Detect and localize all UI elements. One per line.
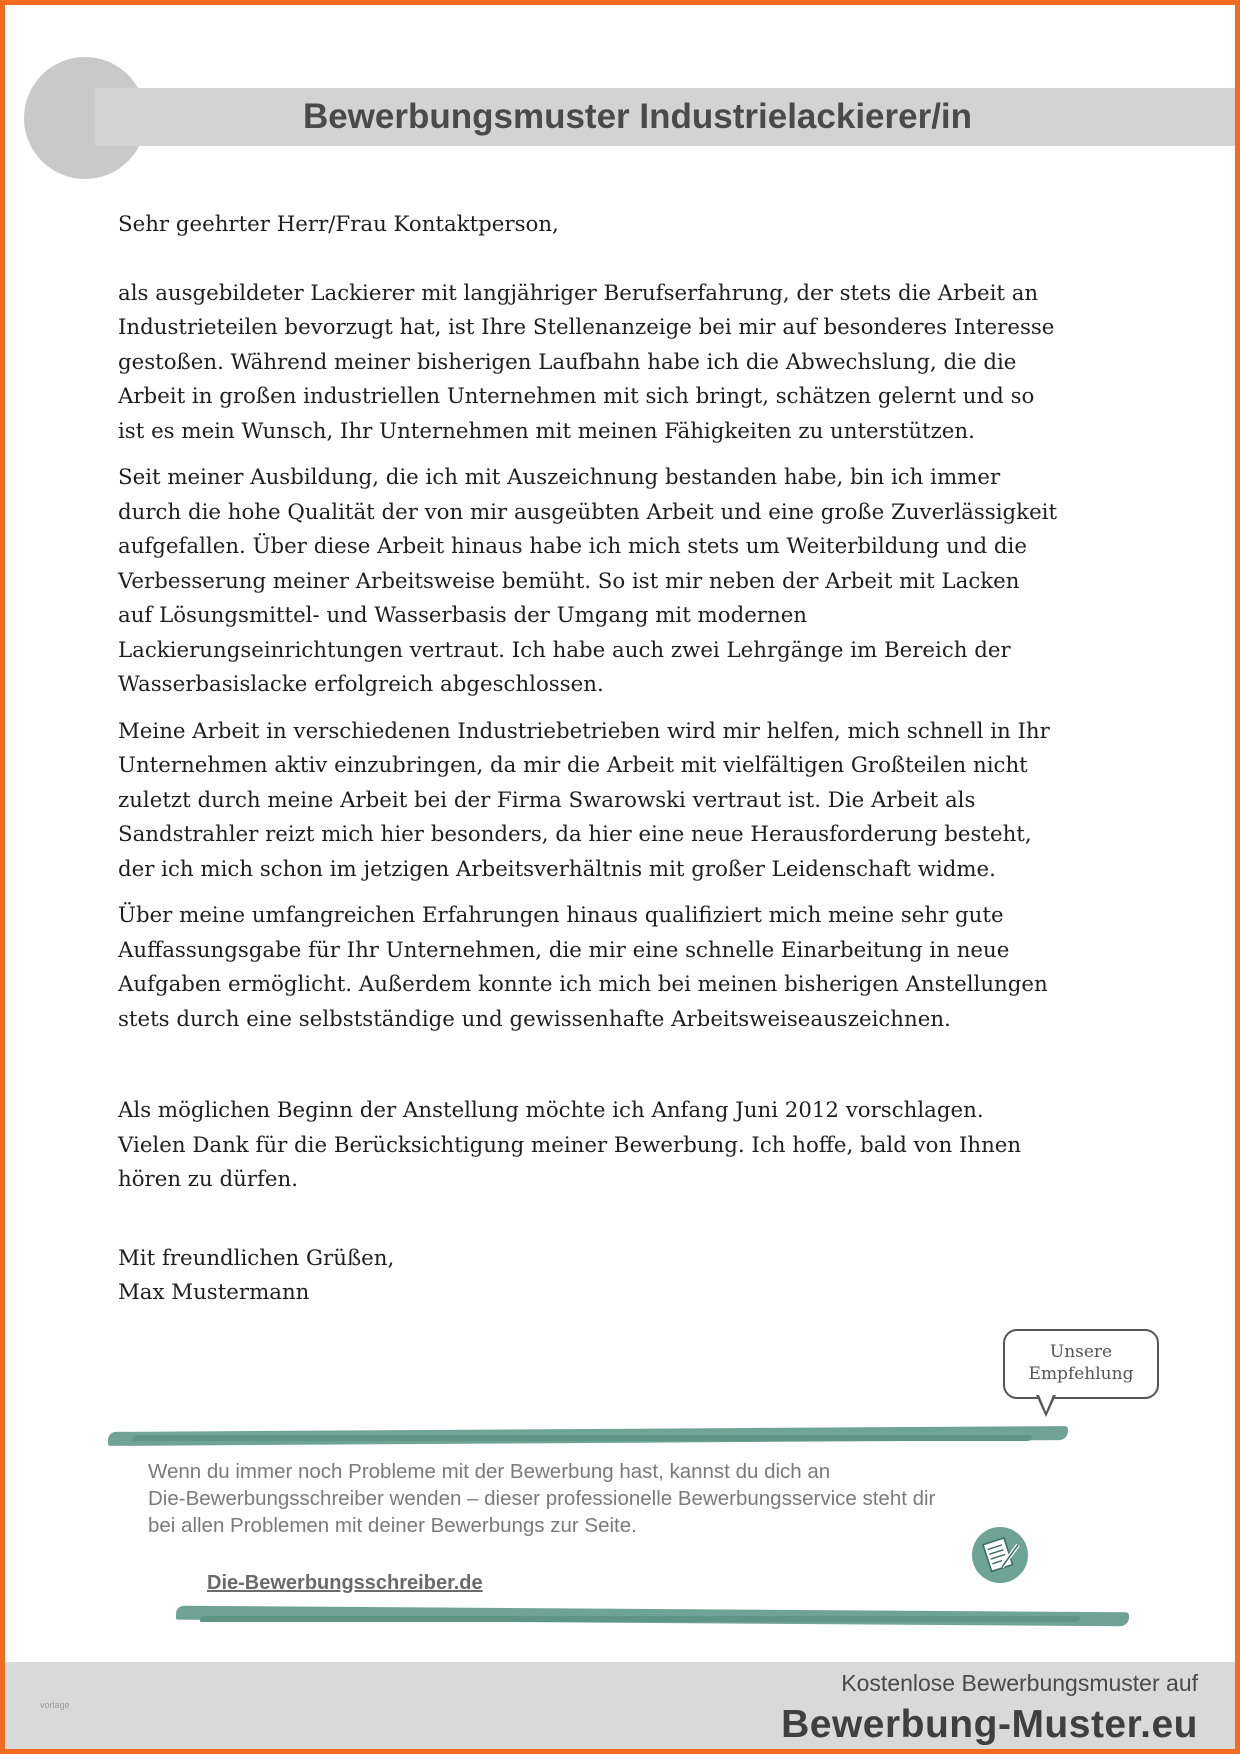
paragraph-line: aufgefallen. Über diese Arbeit hinaus habe ich mich stets um Weiterbildung und die (118, 534, 1027, 559)
letter-body (118, 208, 1128, 1311)
paragraph-line: Sandstrahler reizt mich hier besonders, da hier eine neue Herausforderung besteht, (118, 822, 1032, 847)
paragraph-1 (118, 277, 1128, 450)
paragraph-4 (118, 899, 1128, 1037)
paragraph-line: gestoßen. Während meiner bisherigen Laufbahn habe ich die Abwechslung, die die (118, 349, 1017, 375)
speech-bubble-tail-fill (1039, 1395, 1053, 1412)
closing: Mit freundlichen Grüßen, (118, 1245, 395, 1271)
promo-line: Wenn du immer noch Probleme mit der Bewerbung hast, kannst du dich an (148, 1460, 831, 1483)
paragraph-line: Aufgaben ermöglicht. Außerdem konnte ich mich bei meinen bisherigen Anstellungen (118, 972, 1048, 997)
recommendation-speech-bubble (1003, 1329, 1159, 1399)
paragraph-line: zuletzt durch meine Arbeit bei der Firma Swarowski vertraut ist. Die Arbeit als (118, 787, 976, 813)
paragraph-line: Auffassungsgabe für Ihr Unternehmen, die mir eine schnelle Einarbeitung in neue (118, 937, 1010, 963)
salutation: Sehr geehrter Herr/Frau Kontaktperson, (118, 212, 559, 237)
paragraph-5 (118, 1094, 1128, 1198)
paragraph-line: auf Lösungsmittel- und Wasserbasis der Umgang mit modernen (118, 603, 808, 628)
paragraph-line: Meine Arbeit in verschiedenen Industriebetrieben wird mir helfen, mich schnell in Ihr (118, 718, 1050, 744)
paragraph-line: Unternehmen aktiv einzubringen, da mir die Arbeit mit vielfältigen Großteilen nicht (118, 753, 1028, 778)
recommendation-text (148, 1458, 1108, 1539)
paragraph-line: hören zu dürfen. (118, 1167, 299, 1192)
paragraph-2 (118, 461, 1128, 703)
paragraph-line: Seit meiner Ausbildung, die ich mit Auszeichnung bestanden habe, bin ich immer (118, 465, 1001, 490)
paragraph-line: ist es mein Wunsch, Ihr Unternehmen mit meinen Fähigkeiten zu unterstützen. (118, 418, 975, 444)
footer-site-name[interactable]: Bewerbung-Muster.eu (781, 1703, 1198, 1746)
paragraph-line: Arbeit in großen industriellen Unternehmen mit sich bringt, schätzen gelernt und so (118, 384, 1035, 409)
footer-tagline: Kostenlose Bewerbungsmuster auf (841, 1670, 1198, 1696)
promo-line: Die-Bewerbungsschreiber wenden – dieser professionelle Bewerbungsservice steht dir (148, 1487, 936, 1510)
page-title: Bewerbungsmuster Industrielackierer/in (302, 97, 973, 136)
paragraph-line: Als möglichen Beginn der Anstellung möchte ich Anfang Juni 2012 vorschlagen. (118, 1098, 984, 1123)
paragraph-3 (118, 715, 1128, 888)
bubble-line: Unsere (1049, 1342, 1113, 1362)
paragraph-line: stets durch eine selbstständige und gewissenhafte Arbeitsweiseauszeichnen. (118, 1006, 951, 1032)
promo-line: bei allen Problemen mit deiner Bewerbungs zur Seite. (148, 1514, 637, 1537)
paragraph-line: Lackierungseinrichtungen vertraut. Ich habe auch zwei Lehrgänge im Bereich der (118, 637, 1011, 663)
brush-stroke-top-texture (132, 1435, 1032, 1441)
signature: Max Mustermann (118, 1280, 310, 1305)
paragraph-line: der ich mich schon im jetzigen Arbeitsverhältnis mit großer Leidenschaft widme. (118, 856, 996, 882)
bewerbungsschreiber-link[interactable]: Die-Bewerbungsschreiber.de (207, 1572, 483, 1594)
bubble-line: Empfehlung (1028, 1364, 1134, 1384)
brush-stroke-bottom-texture (200, 1616, 1080, 1622)
paragraph-line: Verbesserung meiner Arbeitsweise bemüht. So ist mir neben der Arbeit mit Lacken (118, 568, 1020, 594)
paragraph-line: Vielen Dank für die Berücksichtigung meiner Bewerbung. Ich hoffe, bald von Ihnen (118, 1132, 1022, 1158)
paragraph-line: Wasserbasislacke erfolgreich abgeschlossen. (118, 672, 604, 697)
paragraph-line: durch die hohe Qualität der von mir ausgeübten Arbeit und eine große Zuverlässigkeit (118, 499, 1058, 525)
paragraph-line: als ausgebildeter Lackierer mit langjähriger Berufserfahrung, der stets die Arbeit an (118, 280, 1039, 306)
footer-small-label: vorlage (40, 1700, 70, 1710)
document-pen-icon (972, 1527, 1028, 1583)
paragraph-line: Industrieteilen bevorzugt hat, ist Ihre Stellenanzeige bei mir auf besonderes Interesse (118, 315, 1055, 340)
paragraph-line: Über meine umfangreichen Erfahrungen hinaus qualifiziert mich meine sehr gute (118, 903, 1004, 928)
